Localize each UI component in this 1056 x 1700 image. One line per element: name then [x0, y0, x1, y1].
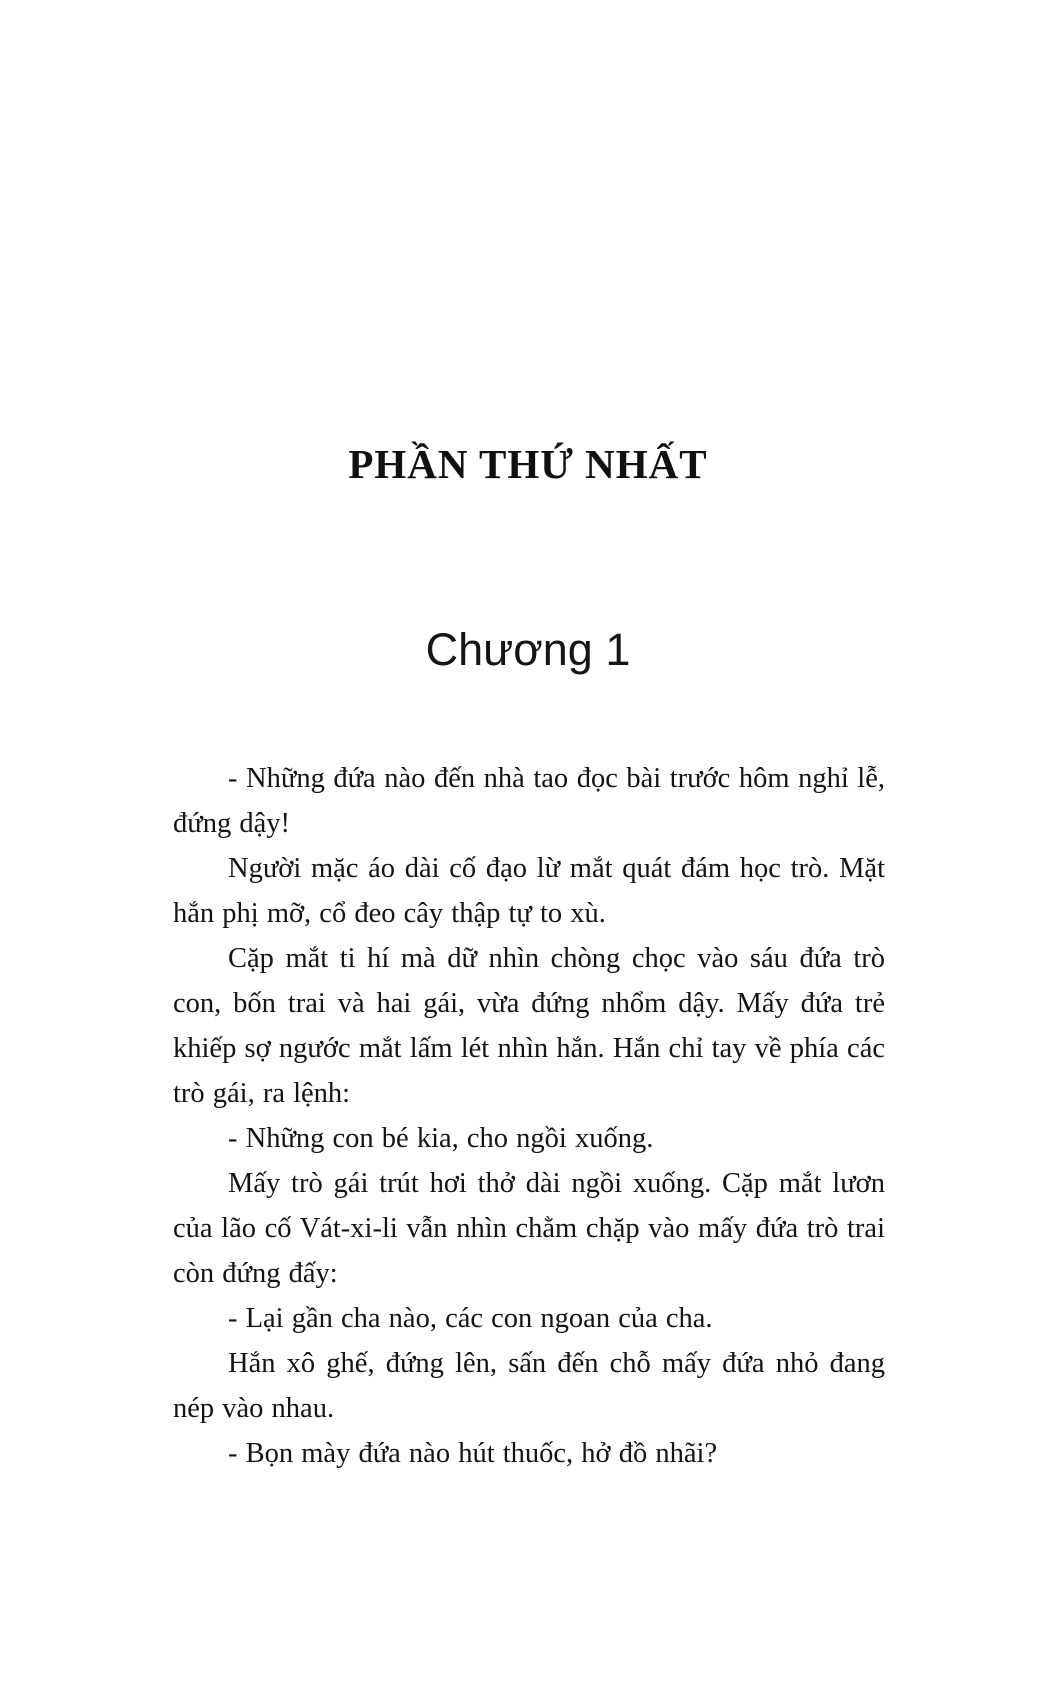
paragraph: Hắn xô ghế, đứng lên, sấn đến chỗ mấy đứa nhỏ đang nép vào nhau. [173, 1348, 885, 1424]
paragraph: Mấy trò gái trút hơi thở dài ngồi xuống. Cặp mắt lươn của lão cố Vát-xi-li vẫn nhìn chằm chặp vào mấy đứa trò trai còn đứng đấy: [173, 1168, 885, 1289]
body-text [173, 756, 885, 1476]
paragraph: Người mặc áo dài cố đạo lừ mắt quát đám học trò. Mặt hắn phị mỡ, cổ đeo cây thập tự to xù. [173, 853, 885, 929]
chapter-title: Chương 1 [425, 624, 631, 675]
paragraph: - Những đứa nào đến nhà tao đọc bài trước hôm nghỉ lễ, đứng dậy! [173, 763, 885, 839]
part-title: PHẦN THỨ NHẤT [348, 441, 708, 487]
paragraph: - Lại gần cha nào, các con ngoan của cha. [228, 1303, 713, 1334]
paragraph: Cặp mắt ti hí mà dữ nhìn chòng chọc vào sáu đứa trò con, bốn trai và hai gái, vừa đứng nhổm dậy. Mấy đứa trẻ khiếp sợ ngước mắt lấm lét nhìn hắn. Hắn chỉ tay về phía các trò gái, ra lệnh: [173, 943, 885, 1109]
paragraph: - Những con bé kia, cho ngồi xuống. [228, 1123, 654, 1154]
paragraph: - Bọn mày đứa nào hút thuốc, hở đồ nhãi? [228, 1438, 718, 1469]
